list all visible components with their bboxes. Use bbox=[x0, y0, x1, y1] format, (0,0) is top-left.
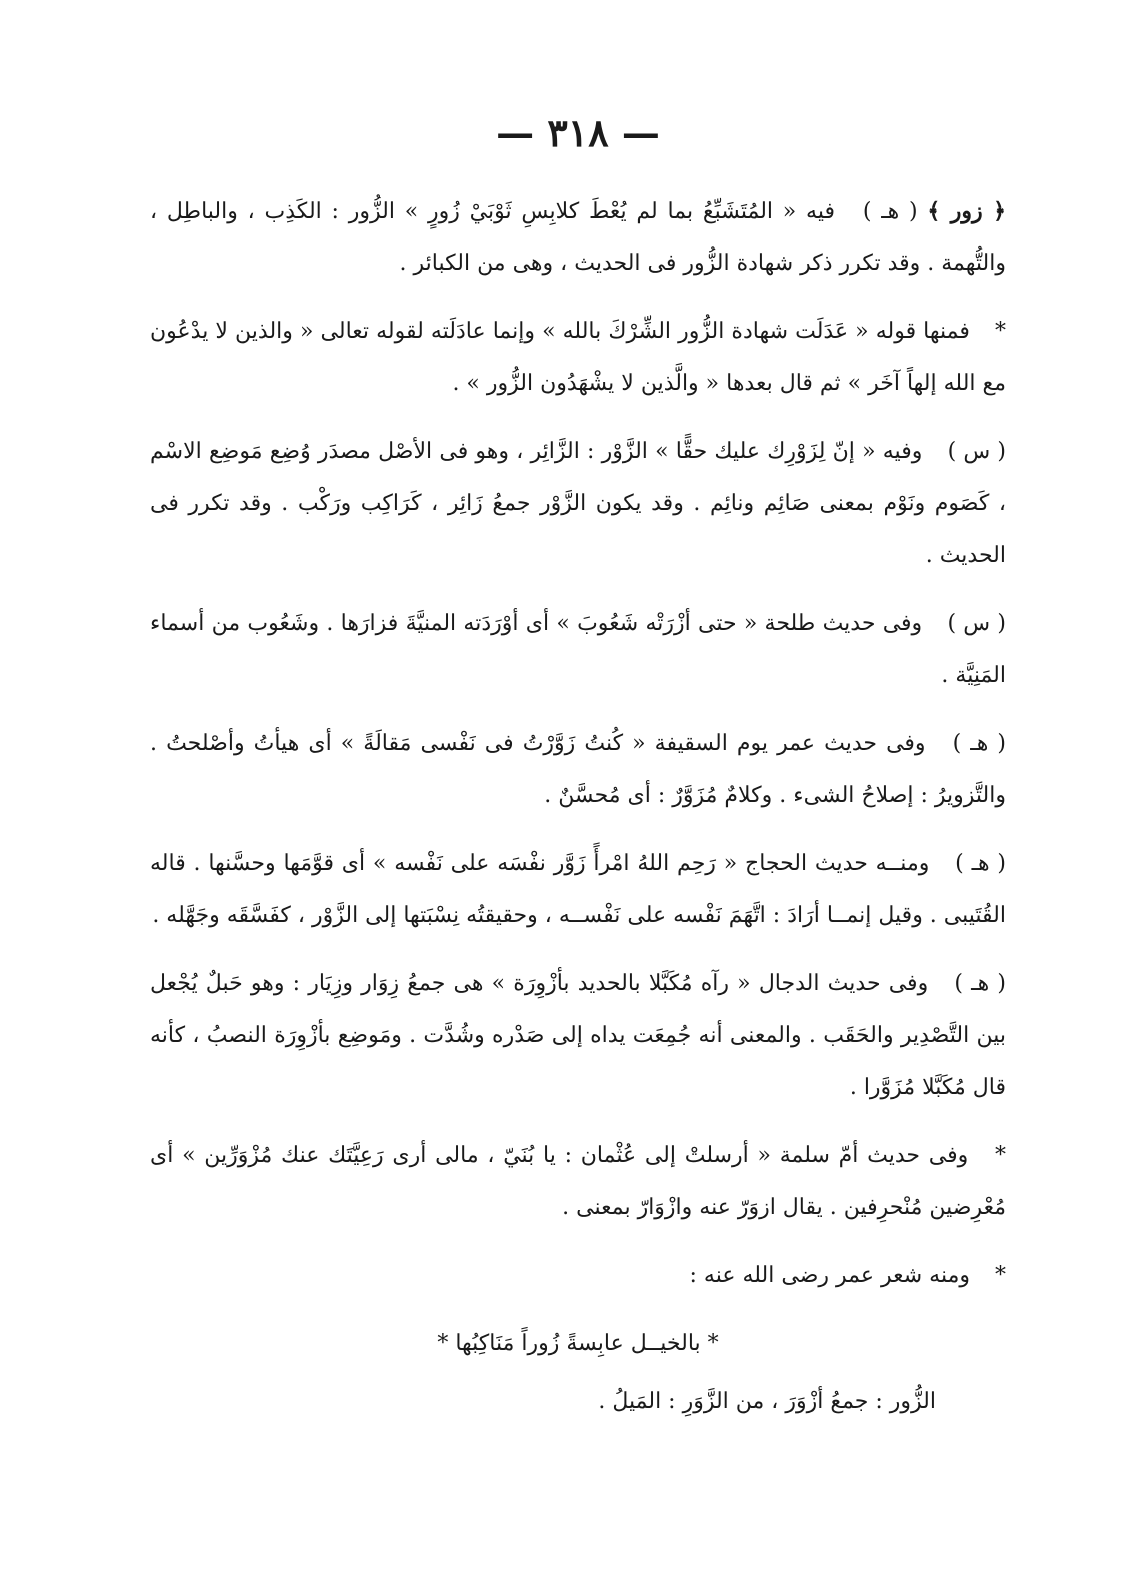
source-marker: ( هـ ) bbox=[862, 199, 918, 224]
entry-text: وفى حديث عمر يوم السقيفة « كُنتُ زَوَّرْتُ فى نَفْسى مَقالَةً » أى هيأتُ وأصْلحتُ . والتَّزويرُ : إصلاحُ الشىء . وكلامٌ مُزَوَّرٌ : أى مُحسَّنٌ . bbox=[150, 731, 1006, 808]
entry-text: فيه « المُتَشَبِّعُ بما لم يُعْطَ كلابِسِ ثَوْبَيْ زُورٍ » الزُّور : الكَذِب ، والباطِل ، والتُّهمة . وقد تكرر ذكر شهادة الزُّور فى الحديث ، وهى من الكبائر . bbox=[150, 199, 1006, 276]
source-marker: ( س ) bbox=[947, 611, 1006, 636]
page-number: — ٣١٨ — bbox=[496, 110, 660, 155]
entry-paragraph bbox=[150, 1250, 1006, 1302]
entry-text: وفيه « إنّ لِزَوْرِك عليك حقًّا » الزَّوْر : الزَّائِر ، وهو فى الأصْل مصدَر وُضِع مَوضِع الاسْم ، كَصَوم ونَوْم بمعنى صَائِم ونائِم . وقد يكون الزَّوْر جمعُ زَائِر ، كَرَاكِب ورَكْب . وقد تكرر فى الحديث . bbox=[150, 439, 1006, 568]
entry-paragraph bbox=[150, 958, 1006, 1114]
poem-verse: * بالخيــل عابِسةً زُوراً مَنَاكِبُها * bbox=[437, 1331, 719, 1356]
entry-text: ومنــه حديث الحجاج « رَحِم اللهُ امْرأً زَوَّر نفْسَه على نَفْسه » أى قوَّمَها وحسَّنها . قاله القُتَيبى . وقيل إنمــا أرَادَ : اتَّهَمَ نَفْسه على نَفْســه ، وحقيقتُه نِسْبَتها إلى الزَّوْر ، كفَسَّقَه وجَهَّله . bbox=[150, 851, 1006, 928]
headword: ﴿ زور ﴾ bbox=[927, 198, 1006, 224]
entry-text: فمنها قوله « عَدَلَت شهادة الزُّور الشِّرْكَ بالله » وإنما عادَلَته لقوله تعالى « والذين لا يدْعُون مع الله إلهاً آخَر » ثم قال بعدها « والَّذين لا يشْهَدُون الزُّور » . bbox=[150, 319, 1006, 396]
entry-paragraph bbox=[150, 185, 1006, 290]
dictionary-entries bbox=[150, 185, 1006, 1428]
entry-paragraph bbox=[150, 598, 1006, 702]
entry-paragraph bbox=[150, 718, 1006, 822]
source-marker: * bbox=[995, 1263, 1006, 1288]
source-marker: ( هـ ) bbox=[955, 851, 1007, 876]
entry-paragraph bbox=[150, 1130, 1006, 1234]
source-marker: ( هـ ) bbox=[954, 971, 1006, 996]
entry-text: وفى حديث الدجال « رآه مُكَبَّلا بالحديد بأزْوِرَة » هى جمعُ زِوَار وزِيَار : وهو حَبلٌ يُجْعل بين التَّصْدِير والحَقَب . والمعنى أنه جُمِعَت يداه إلى صَدْره وشُدَّت . ومَوضِع بأزْوِرَة النصبُ ، كأنه قال مُكَبَّلا مُزَوَّرا . bbox=[150, 971, 1006, 1100]
entry-paragraph bbox=[150, 306, 1006, 410]
entry-paragraph bbox=[150, 426, 1006, 582]
source-marker: ( هـ ) bbox=[952, 731, 1006, 756]
entry-text: وفى حديث طلحة « حتى أزْرَتْه شَعُوبَ » أى أوْرَدَته المنيَّةَ فزارَها . وشَعُوب من أسماء المَنِيَّة . bbox=[150, 611, 1006, 688]
entry-text: ومنه شعر عمر رضى الله عنه : bbox=[689, 1263, 970, 1288]
source-marker: * bbox=[995, 319, 1006, 344]
source-marker: ( س ) bbox=[947, 439, 1006, 464]
source-marker: * bbox=[995, 1143, 1006, 1168]
entry-text: وفى حديث أمّ سلمة « أرسلتْ إلى عُثْمان : يا بُنَيّ ، مالى أرى رَعِيَّتَك عنك مُزْوَرِّين » أى مُعْرِضين مُنْحرِفين . يقال ازوَرّ عنه وازْوَارّ بمعنى . bbox=[150, 1143, 1006, 1220]
verse-gloss: الزُّور : جمعُ أزْوَرَ ، من الزَّوَرِ : المَيلُ . bbox=[598, 1389, 936, 1414]
entry-paragraph bbox=[150, 838, 1006, 942]
